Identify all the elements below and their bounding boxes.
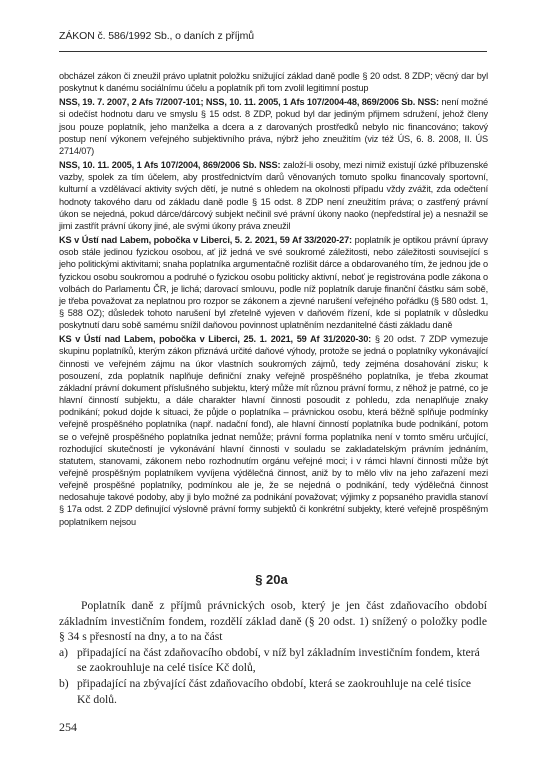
annotation-text: založí-li osoby, mezi nimiž existují úzké příbuzenské vazby, spolek za tím účelem, aby prostřednictvím darů věnovaných tomuto spolku financovaly sportovní, kulturní a vzdělávací aktivity svých dětí, je nutné s ohledem na okolnosti případu vždy zvážit, zda odečtení hodnoty takového daru od základu daně podle § 15 odst. 8 ZDP není zneužitím práva; o zastřený právní úkon se nejedná, pokud dárce/dárcový subjekt nečinil své právní úkony naoko (nepředstíral je) a nesnažil se jimi zastřít právní úkony jiné, ale svými úkony práva zneužil — [59, 160, 489, 231]
annotation-paragraph — [59, 159, 488, 232]
case-reference: NSS, 19. 7. 2007, 2 Afs 7/2007-101; NSS, 10. 11. 2005, 1 Afs 107/2004-48, 869/2006 Sb. NSS: — [59, 97, 439, 108]
section-heading: § 20a — [255, 572, 288, 587]
annotation-paragraph — [59, 234, 488, 331]
section-intro: Poplatník daně z příjmů právnických osob, který je jen část zdaňovacího období základním investičním fondem, rozdělí základ daně (§ 20 odst. 1) snížený o položky podle § 34 s přesností na dny, a to na část — [59, 599, 487, 644]
annotation-paragraph — [59, 333, 488, 528]
annotation-text: není možné si odečíst hodnotu daru ve smyslu § 15 odst. 8 ZDP, pokud byl dar jediným přijmem sdružení, jehož členy jsou pouze poplatník, jeho manželka a dcera a z darovaných prostředků nebylo nic financováno; takový postup není výkonem veřejného subjektivního práva, nýbrž jeho zneužitím (viz též ÚS, 6. 8. 2008, II. ÚS 2714/07) — [59, 97, 488, 156]
list-item-label: b) — [59, 676, 69, 690]
annotation-text: § 20 odst. 7 ZDP vymezuje skupinu poplatníků, kterým zákon přiznává určité daňové výhody, protože se jedná o poplatníky vykonávající činnosti ve veřejném zájmu na úkor vlastních soukromých zájmů, tedy zejména dosahování zisku; k posouzení, zda poplatník naplňuje definiční znaky veřejně prospěšného poplatníka, je třeba zkoumat základní právní dokument příslušného subjektu, který může mít různou právní formu, z něhož je patrné, co je hlavní činností subjektu, a dále charakter hlavní činnosti posoudit z pohledu, zda nenaplňuje znaky podnikání; pokud dojde k situaci, že půjde o poplatníka – právnickou osobu, která běžně splňuje podmínky veřejně prospěšného poplatníka (např. nadační fond), ale hlavní činností poplatníka bude podnikání, potom se o veřejně prospěšného poplatníka jednat nemůže; právní forma poplatníka není v tomto směru určující, rozhodující skutečností je vykonávání hlavní činnosti v souladu se zakladatelským právním jednáním, statutem, stanovami, zákonem nebo rozhodnutím orgánu veřejné moci; i v rámci hlavní činnosti může být veřejně prospěšným poplatníkem vyvíjena výdělečná činnost, aniž by to mělo vliv na jeho zařazení mezi veřejně prospěšné poplatníky, podmínkou ale je, že se nejedná o podnikání, tedy výdělečná činnost nedosahuje takové podoby, aby ji bylo možné za podnikání považovat; výjimky z popsaného pravidla stanoví § 17a odst. 2 ZDP definující výslovně právní formy subjektů či konkrétní subjekty, které veřejně prospěšným poplatníkem nejsou — [59, 334, 488, 527]
list-item-label: a) — [59, 645, 69, 659]
case-law-annotations — [59, 70, 488, 530]
list-item — [59, 645, 487, 676]
case-reference: NSS, 10. 11. 2005, 1 Afs 107/2004, 869/2006 Sb. NSS: — [59, 160, 281, 171]
list-item-text: připadající na část zdaňovacího období, v níž byl základním investičním fondem, která se zaokrouhluje na celé tisíce Kč dolů, — [77, 645, 480, 675]
annotation-text: obcházel zákon či zneužil právo uplatnit položku snižující základ daně podle § 20 odst. 8 ZDP; věcný dar byl poskytnut k danému sociálnímu účelu a poplatník při tom zvolil legitimní postup — [59, 71, 488, 94]
list-item — [59, 676, 487, 707]
list-item-text: připadající na zbývající část zdaňovacího období, která se zaokrouhluje na celé tisíce Kč dolů. — [77, 676, 472, 706]
section-body — [59, 598, 487, 707]
page-number: 254 — [59, 720, 77, 734]
annotation-paragraph — [59, 70, 488, 94]
case-reference: KS v Ústí nad Labem, pobočka v Liberci, 25. 1. 2021, 59 Af 31/2020-30: — [59, 334, 372, 345]
header-divider — [59, 51, 487, 52]
case-reference: KS v Ústí nad Labem, pobočka v Liberci, 5. 2. 2021, 59 Af 33/2020-27: — [59, 235, 352, 246]
annotation-paragraph — [59, 96, 488, 157]
annotation-text: poplatník je optikou právní úpravy osob stále jedinou fyzickou osobou, ať již jedná ve své soukromé záležitosti, nebo záležitosti související s jeho politickými aktivitami; snaha poplatníka argumentačně rozlišit dárce a obdarovaného tím, že jednou jde o fyzickou osobu soukromou a podruhé o fyzickou osobu politicky aktivní, neboť je registrována podle zákona o volbách do Parlamentu ČR, je lichá; darovací smlouvu, podle níž poplatník daruje finanční částku sám sobě, je třeba považovat za neplatnou pro rozpor se zákonem a zjevné narušení veřejného pořádku (§ 580 odst. 1, § 588 OZ); důsledek tohoto narušení byl zřetelně vyjeven v daňovém řízení, kde si poplatník v důsledku poskytnutí daru sobě samému snížil daňovou povinnost uplatněním nezdanitelné části základu daně — [59, 235, 488, 331]
running-header: ZÁKON č. 586/1992 Sb., o daních z příjmů — [59, 30, 255, 42]
